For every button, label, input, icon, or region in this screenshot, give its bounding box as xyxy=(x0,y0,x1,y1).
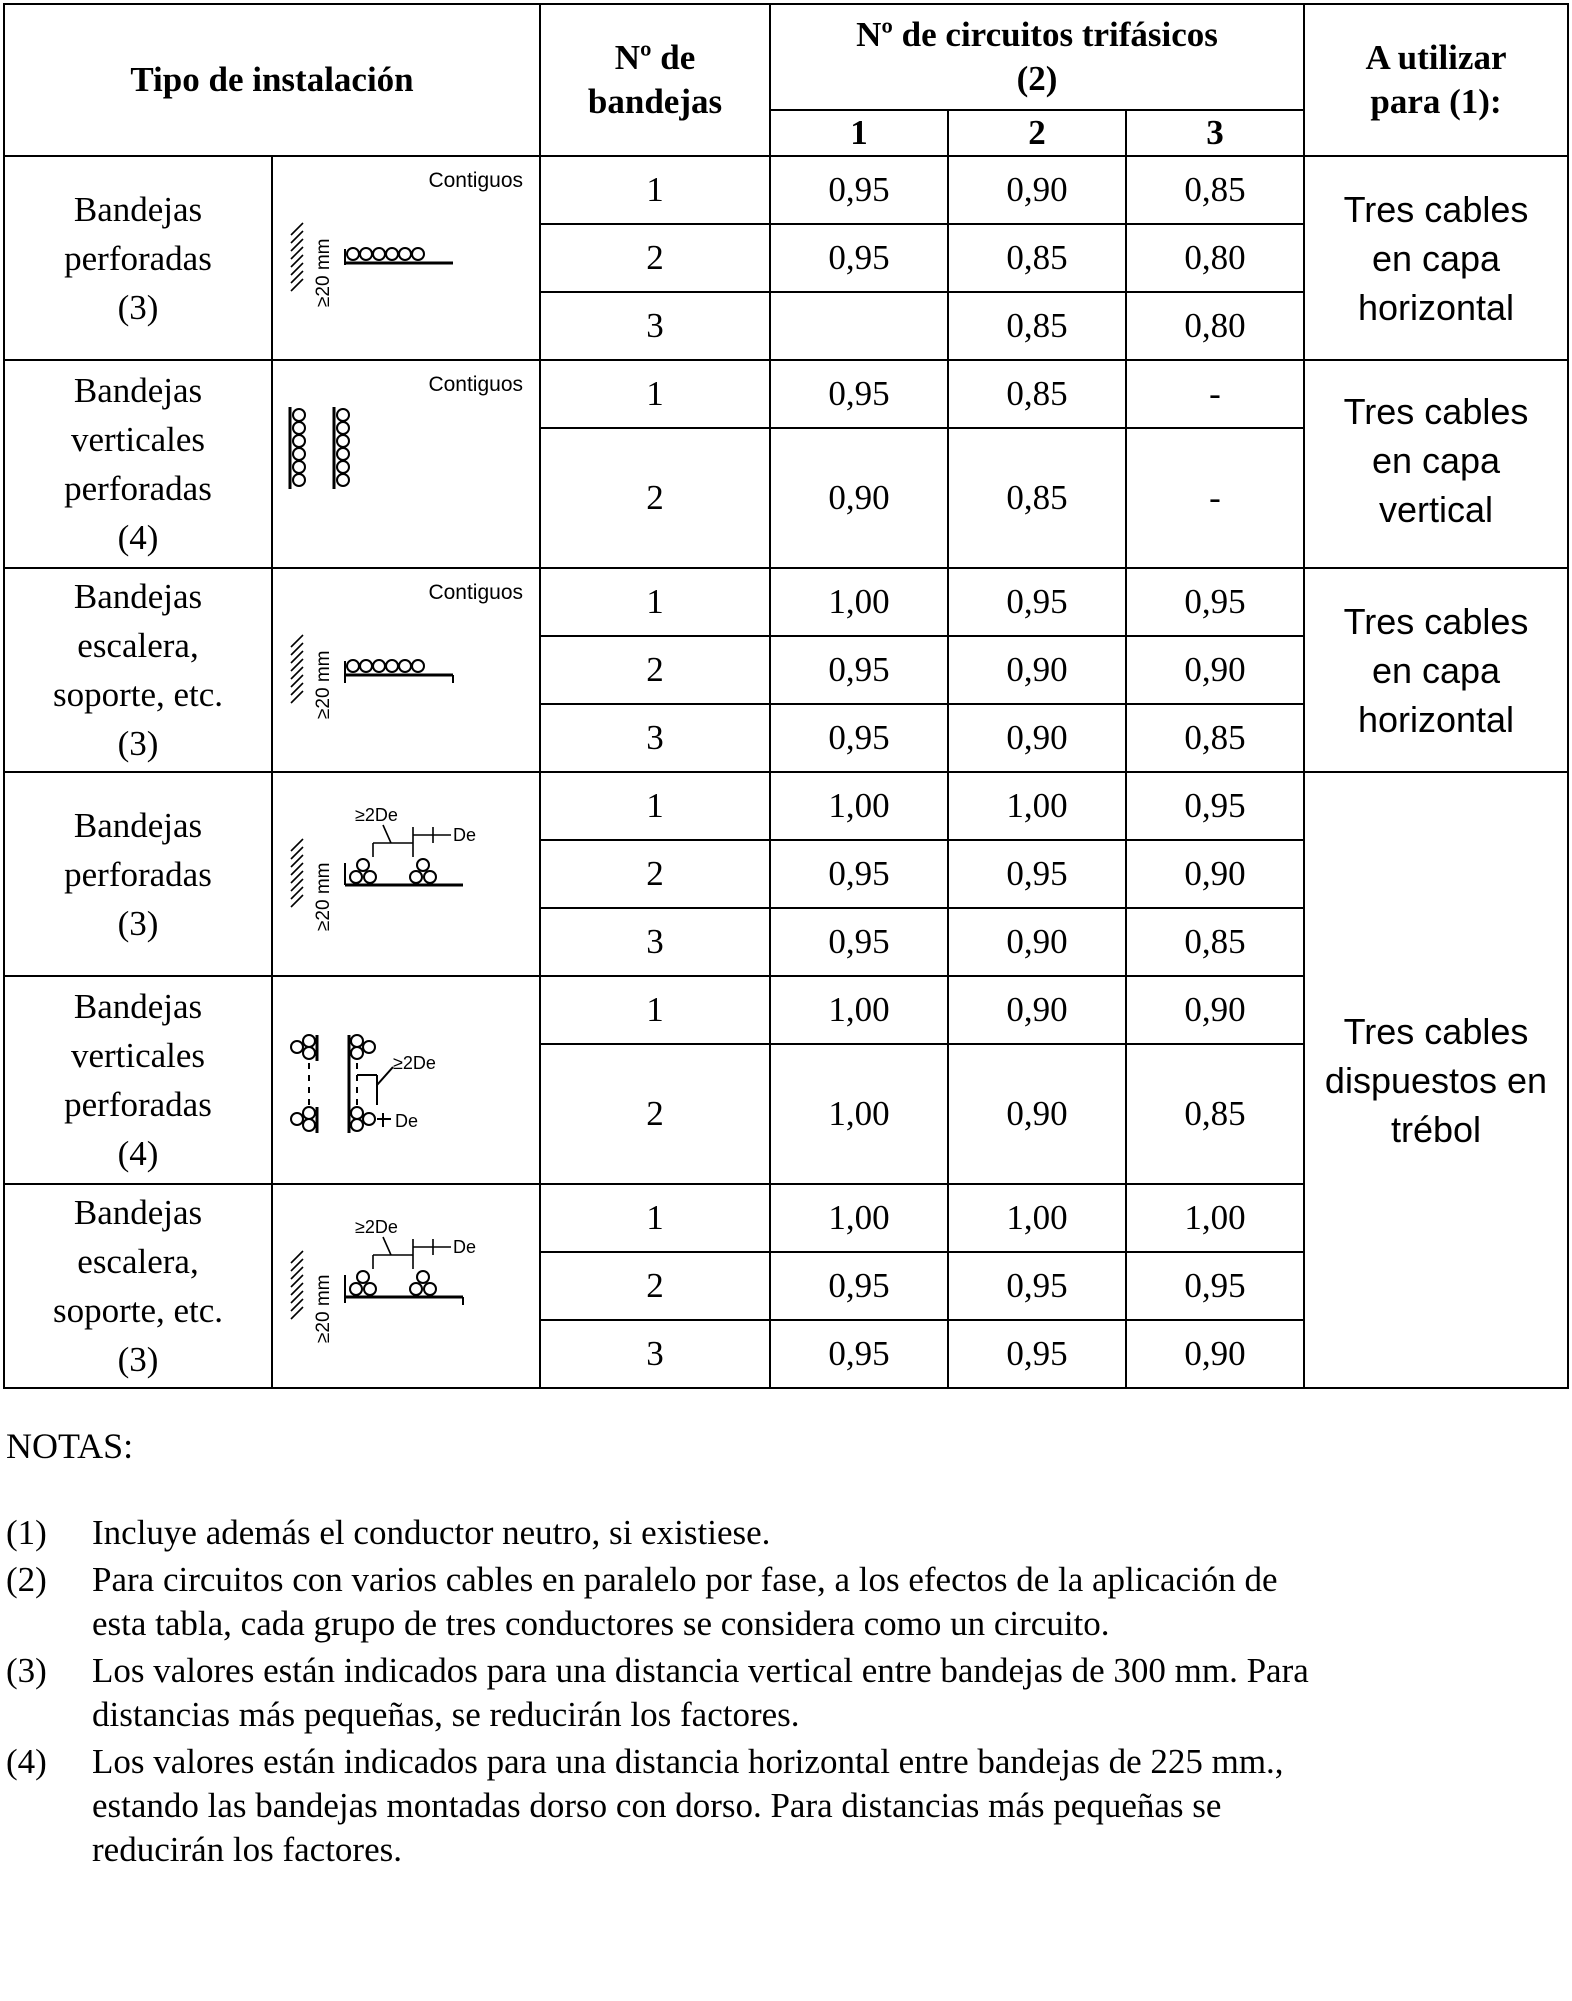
value-cell: 1,00 xyxy=(1126,1184,1304,1252)
num-bandejas: 1 xyxy=(540,360,770,428)
value-cell: 0,95 xyxy=(770,1320,948,1388)
value-cell: 0,90 xyxy=(948,908,1126,976)
value-cell: 0,90 xyxy=(948,704,1126,772)
note-line: estando las bandejas montadas dorso con dorso. Para distancias más pequeñas se xyxy=(92,1786,1222,1825)
uso-line: Tres cables xyxy=(1343,1010,1529,1052)
uso-cell xyxy=(1304,568,1568,772)
note-line: distancias más pequeñas, se reducirán los factores. xyxy=(92,1695,800,1734)
tipo-line: perforadas xyxy=(64,238,212,278)
value-cell: 0,85 xyxy=(948,428,1126,568)
note-number: (2) xyxy=(6,1560,47,1599)
value-cell: 0,90 xyxy=(770,428,948,568)
tipo-line: (4) xyxy=(117,1134,159,1173)
value-cell: - xyxy=(1126,428,1304,568)
note-line: esta tabla, cada grupo de tres conductores se considera como un circuito. xyxy=(92,1604,1110,1643)
note-item xyxy=(6,1740,1566,1872)
uso-line: en capa xyxy=(1371,650,1501,691)
value-cell: 0,90 xyxy=(948,636,1126,704)
value-cell: 0,90 xyxy=(1126,840,1304,908)
value-cell: 0,95 xyxy=(1126,568,1304,636)
tipo-cell xyxy=(4,360,272,568)
dim-label: ≥20 mm xyxy=(313,238,334,307)
value-cell: 1,00 xyxy=(770,772,948,840)
header-tipo: Tipo de instalación xyxy=(4,4,540,156)
value-cell: 0,85 xyxy=(948,292,1126,360)
value-cell: 1,00 xyxy=(770,1044,948,1184)
note-number: (1) xyxy=(6,1513,47,1552)
uso-cell xyxy=(1304,156,1568,360)
uso-line: horizontal xyxy=(1357,699,1515,740)
ladder-trefoil-tray-icon xyxy=(273,1185,541,1389)
tipo-line: (3) xyxy=(117,287,159,327)
header-bandejas-line2: bandejas xyxy=(587,82,723,121)
uso-line: en capa xyxy=(1371,238,1501,279)
note-item xyxy=(6,1558,1566,1646)
figure-label: Contiguos xyxy=(428,169,523,192)
num-bandejas: 3 xyxy=(540,704,770,772)
value-cell: 0,95 xyxy=(948,568,1126,636)
value-cell: 0,95 xyxy=(770,908,948,976)
note-line: Los valores están indicados para una distancia vertical entre bandejas de 300 mm. Para xyxy=(92,1651,1309,1690)
figure-cell xyxy=(272,772,540,976)
vertical-trefoil-tray-icon xyxy=(273,977,541,1187)
dim-label: De xyxy=(453,825,477,845)
tipo-cell xyxy=(4,772,272,976)
tipo-line: Bandejas xyxy=(73,805,203,845)
value-cell: 0,85 xyxy=(1126,908,1304,976)
value-cell: 1,00 xyxy=(770,568,948,636)
tipo-line: Bandejas xyxy=(73,371,203,410)
tipo-line: escalera, xyxy=(77,626,199,665)
uso-line: Tres cables xyxy=(1343,391,1529,432)
tipo-line: Bandejas xyxy=(73,189,203,229)
horizontal-contiguous-tray-icon xyxy=(273,157,541,361)
num-bandejas: 1 xyxy=(540,772,770,840)
num-bandejas: 2 xyxy=(540,428,770,568)
tipo-line: soporte, etc. xyxy=(52,675,224,714)
header-col-3: 3 xyxy=(1126,110,1304,156)
tipo-line: Bandejas xyxy=(73,987,203,1026)
value-cell: 0,95 xyxy=(770,224,948,292)
dim-label: De xyxy=(453,1237,477,1257)
value-cell: 0,95 xyxy=(770,704,948,772)
uso-cell-trebol xyxy=(1304,772,1568,1388)
value-cell: 0,90 xyxy=(1126,1320,1304,1388)
tipo-line: perforadas xyxy=(64,854,212,894)
header-utilizar-line2: para (1): xyxy=(1370,82,1502,121)
num-bandejas: 2 xyxy=(540,636,770,704)
num-bandejas: 1 xyxy=(540,1184,770,1252)
figure-cell xyxy=(272,976,540,1184)
value-cell: 1,00 xyxy=(948,1184,1126,1252)
tipo-line: perforadas xyxy=(64,469,212,508)
value-cell: 1,00 xyxy=(770,1184,948,1252)
tipo-line: verticales xyxy=(70,420,206,459)
uso-line: Tres cables xyxy=(1343,601,1529,642)
tipo-cell xyxy=(4,1184,272,1388)
value-cell: 0,90 xyxy=(948,1044,1126,1184)
header-circuitos-line2: (2) xyxy=(1016,59,1058,98)
tipo-line: perforadas xyxy=(64,1085,212,1124)
value-cell: 0,95 xyxy=(1126,772,1304,840)
derating-table xyxy=(3,3,1569,1389)
dim-label: ≥2De xyxy=(393,1053,436,1073)
num-bandejas: 1 xyxy=(540,976,770,1044)
figure-cell xyxy=(272,156,540,360)
header-utilizar xyxy=(1304,4,1568,156)
num-bandejas: 1 xyxy=(540,568,770,636)
figure-cell xyxy=(272,1184,540,1388)
num-bandejas: 2 xyxy=(540,1252,770,1320)
uso-line: en capa xyxy=(1371,440,1501,481)
figure-label: Contiguos xyxy=(428,373,523,396)
header-col-2: 2 xyxy=(948,110,1126,156)
value-cell: 0,95 xyxy=(770,360,948,428)
value-cell: 0,95 xyxy=(770,636,948,704)
dim-label: ≥20 mm xyxy=(313,1274,334,1343)
notes-title: NOTAS: xyxy=(6,1426,134,1466)
note-line: Los valores están indicados para una distancia horizontal entre bandejas de 225 mm., xyxy=(92,1742,1284,1781)
note-item xyxy=(6,1649,1566,1737)
value-cell: 1,00 xyxy=(948,772,1126,840)
num-bandejas: 3 xyxy=(540,1320,770,1388)
num-bandejas: 2 xyxy=(540,224,770,292)
value-cell: 0,95 xyxy=(948,840,1126,908)
value-cell xyxy=(770,292,948,360)
figure-cell xyxy=(272,568,540,772)
note-item xyxy=(6,1511,1566,1555)
value-cell: 0,95 xyxy=(770,1252,948,1320)
num-bandejas: 2 xyxy=(540,840,770,908)
header-bandejas xyxy=(540,4,770,156)
tipo-cell xyxy=(4,568,272,772)
header-circuitos xyxy=(770,4,1304,110)
horizontal-trefoil-tray-icon xyxy=(273,773,541,977)
dim-label: ≥2De xyxy=(355,805,398,825)
dim-label: De xyxy=(395,1111,419,1131)
value-cell: 0,85 xyxy=(948,360,1126,428)
value-cell: 0,80 xyxy=(1126,292,1304,360)
tipo-cell xyxy=(4,156,272,360)
value-cell: 0,90 xyxy=(948,156,1126,224)
uso-line: dispuestos en xyxy=(1324,1059,1548,1101)
value-cell: - xyxy=(1126,360,1304,428)
note-line: Incluye además el conductor neutro, si existiese. xyxy=(92,1513,771,1552)
figure-label: Contiguos xyxy=(428,581,523,604)
tipo-line: (3) xyxy=(117,903,159,943)
value-cell: 0,90 xyxy=(1126,636,1304,704)
ladder-contiguous-tray-icon xyxy=(273,569,541,773)
value-cell: 0,85 xyxy=(1126,1044,1304,1184)
dim-label: ≥20 mm xyxy=(313,650,334,719)
dim-label: ≥2De xyxy=(355,1217,398,1237)
num-bandejas: 3 xyxy=(540,908,770,976)
note-line: Para circuitos con varios cables en paralelo por fase, a los efectos de la aplicación de xyxy=(92,1560,1278,1599)
tipo-line: Bandejas xyxy=(73,1193,203,1232)
num-bandejas: 1 xyxy=(540,156,770,224)
vertical-contiguous-tray-icon xyxy=(273,361,541,571)
notes-section xyxy=(6,1425,1566,1875)
tipo-line: soporte, etc. xyxy=(52,1291,224,1330)
note-number: (3) xyxy=(6,1651,47,1690)
value-cell: 0,90 xyxy=(1126,976,1304,1044)
value-cell: 0,95 xyxy=(770,156,948,224)
num-bandejas: 2 xyxy=(540,1044,770,1184)
header-col-1: 1 xyxy=(770,110,948,156)
value-cell: 0,85 xyxy=(1126,704,1304,772)
value-cell: 0,95 xyxy=(770,840,948,908)
value-cell: 0,95 xyxy=(948,1320,1126,1388)
num-bandejas: 3 xyxy=(540,292,770,360)
figure-cell xyxy=(272,360,540,568)
value-cell: 0,90 xyxy=(948,976,1126,1044)
header-circuitos-line1: Nº de circuitos trifásicos xyxy=(856,15,1218,54)
uso-cell xyxy=(1304,360,1568,568)
uso-line: horizontal xyxy=(1357,287,1515,328)
note-number: (4) xyxy=(6,1742,47,1781)
tipo-line: verticales xyxy=(70,1036,206,1075)
value-cell: 0,95 xyxy=(1126,1252,1304,1320)
uso-line: Tres cables xyxy=(1343,189,1529,230)
value-cell: 1,00 xyxy=(770,976,948,1044)
value-cell: 0,95 xyxy=(948,1252,1126,1320)
tipo-line: escalera, xyxy=(77,1242,199,1281)
value-cell: 0,80 xyxy=(1126,224,1304,292)
tipo-cell xyxy=(4,976,272,1184)
tipo-line: Bandejas xyxy=(73,577,203,616)
tipo-line: (4) xyxy=(117,518,159,557)
tipo-line: (3) xyxy=(117,724,159,763)
value-cell: 0,85 xyxy=(1126,156,1304,224)
tipo-line: (3) xyxy=(117,1340,159,1379)
uso-line: trébol xyxy=(1390,1108,1482,1150)
value-cell: 0,85 xyxy=(948,224,1126,292)
header-bandejas-line1: Nº de xyxy=(614,38,696,77)
header-utilizar-line1: A utilizar xyxy=(1365,38,1507,77)
uso-line: vertical xyxy=(1378,489,1494,530)
note-line: reducirán los factores. xyxy=(92,1830,402,1869)
dim-label: ≥20 mm xyxy=(313,862,334,931)
